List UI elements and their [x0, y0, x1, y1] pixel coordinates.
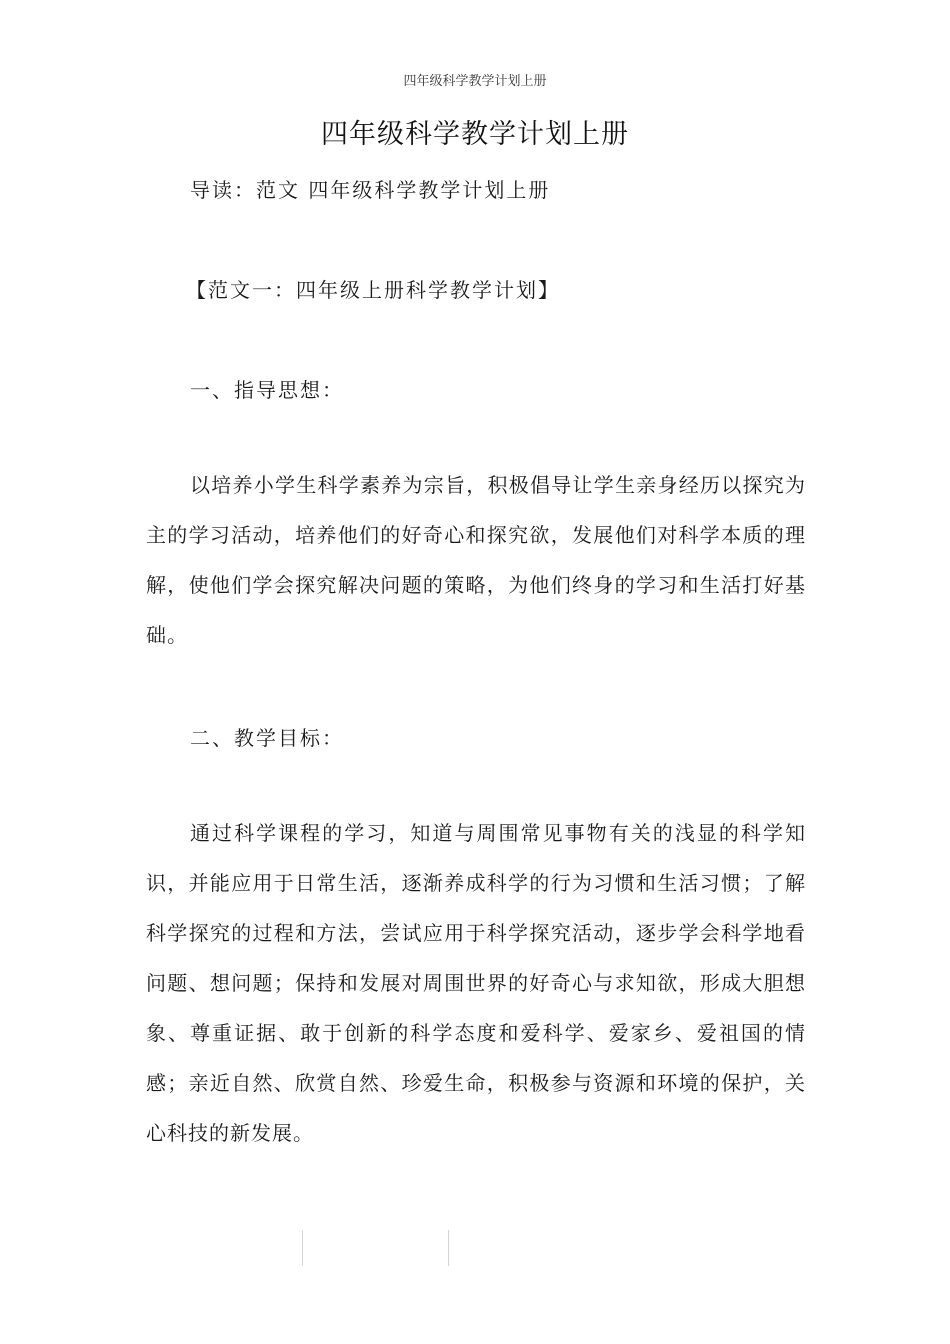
running-header: 四年级科学教学计划上册	[403, 74, 547, 89]
section1-heading: 一、指导思想：	[190, 378, 344, 402]
section1-body: 以培养小学生科学素养为宗旨，积极倡导让学生亲身经历以探究为主的学习活动，培养他们的好奇心和探究欲，发展他们对科学本质的理解，使他们学会探究解决问题的策略，为他们终身的学习和生活打好基础。	[146, 473, 806, 647]
footer-divider-right	[448, 1230, 449, 1266]
section2-heading: 二、教学目标：	[190, 726, 344, 750]
footer-divider-left	[302, 1230, 303, 1266]
document-title: 四年级科学教学计划上册	[321, 119, 629, 150]
intro-line: 导读：范文 四年级科学教学计划上册	[190, 178, 551, 202]
sample-heading: 【范文一：四年级上册科学教学计划】	[186, 278, 560, 302]
section2-body: 通过科学课程的学习，知道与周围常见事物有关的浅显的科学知识，并能应用于日常生活，逐渐养成科学的行为习惯和生活习惯；了解科学探究的过程和方法，尝试应用于科学探究活动，逐步学会科学地看问题、想问题；保持和发展对周围世界的好奇心与求知欲，形成大胆想象、尊重证据、敢于创新的科学态度和爱科学、爱家乡、爱祖国的情感；亲近自然、欣赏自然、珍爱生命，积极参与资源和环境的保护，关心科技的新发展。	[146, 821, 806, 1145]
